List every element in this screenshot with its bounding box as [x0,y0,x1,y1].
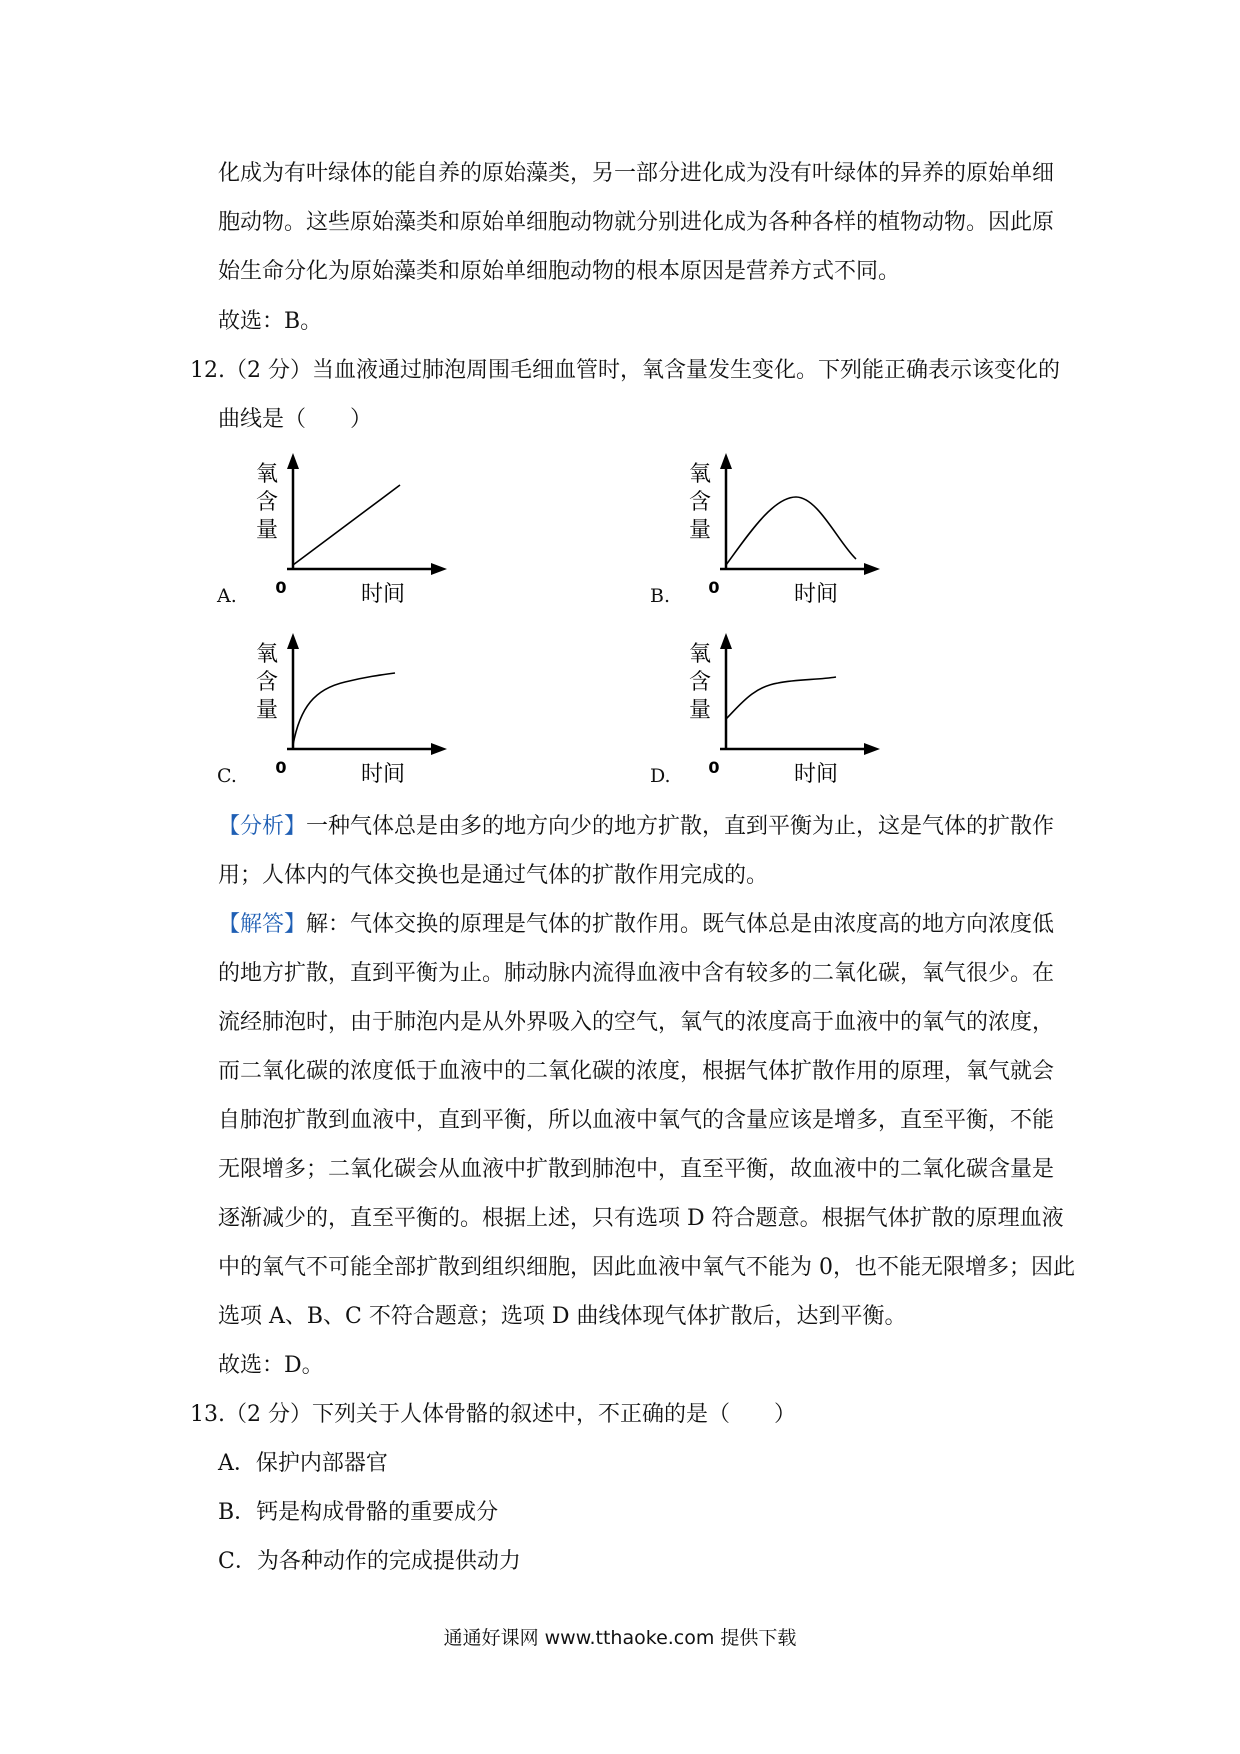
oxygen-curve [293,673,395,745]
x-axis-label: 时间 [360,582,406,607]
analysis-line: 用；人体内的气体交换也是通过气体的扩散作用完成的。 [218,863,769,888]
option-c-graph [245,627,465,787]
solution-line: 流经肺泡时，由于肺泡内是从外界吸入的空气，氧气的浓度高于血液中的氧气的浓度， [218,1010,1055,1035]
option-b-graph [678,447,898,607]
x-axis-arrow [431,743,447,755]
solution-line: 而二氧化碳的浓度低于血液中的二氧化碳的浓度，根据气体扩散作用的原理，氧气就会 [218,1059,1055,1084]
y-axis-label-char: 含 [255,670,279,695]
analysis-tag: 【分析】 [218,814,307,839]
x-axis-label: 时间 [793,762,839,787]
x-axis-label: 时间 [360,762,406,787]
y-axis-label-char: 氧 [255,642,279,667]
q13-option-a[interactable]: A．保护内部器官 [218,1451,388,1476]
origin-label: 0 [275,758,287,777]
y-axis-label-char: 氧 [688,462,712,487]
solution-line: 自肺泡扩散到血液中，直到平衡，所以血液中氧气的含量应该是增多，直至平衡，不能 [218,1108,1055,1133]
origin-label: 0 [275,578,287,597]
option-a-graph [245,447,465,607]
q12-stem: 12.（2 分）当血液通过肺泡周围毛细血管时，氧含量发生变化。下列能正确表示该变化的 [190,358,1060,383]
y-axis-label-char: 量 [688,698,712,723]
x-axis-arrow [864,563,880,575]
q13-option-c[interactable]: C．为各种动作的完成提供动力 [218,1549,521,1574]
origin-label: 0 [708,758,720,777]
q12-stem-cont: 曲线是（ ） [218,407,373,432]
prev-solution-line: 胞动物。这些原始藻类和原始单细胞动物就分别进化成为各种各样的植物动物。因此原 [218,210,1055,235]
prev-solution-line: 化成为有叶绿体的能自养的原始藻类，另一部分进化成为没有叶绿体的异养的原始单细 [218,161,1055,186]
y-axis-label-char: 氧 [688,642,712,667]
prev-solution-line: 始生命分化为原始藻类和原始单细胞动物的根本原因是营养方式不同。 [218,259,901,284]
y-axis-label-char: 含 [688,670,712,695]
oxygen-time-graph [678,447,898,607]
y-axis-label-char: 含 [688,490,712,515]
solution-line: 无限增多；二氧化碳会从血液中扩散到肺泡中，直至平衡，故血液中的二氧化碳含量是 [218,1157,1055,1182]
q13-stem: 13.（2 分）下列关于人体骨骼的叙述中，不正确的是（ ） [190,1402,796,1427]
oxygen-curve [293,485,400,565]
y-axis-label-char: 量 [255,698,279,723]
solution-line: 的地方扩散，直到平衡为止。肺动脉内流得血液中含有较多的二氧化碳，氧气很少。在 [218,961,1055,986]
y-axis-label-char: 含 [255,490,279,515]
solution-line: 逐渐减少的，直至平衡的。根据上述，只有选项 D 符合题意。根据气体扩散的原理血液 [218,1206,1064,1231]
x-axis-label: 时间 [793,582,839,607]
option-a-label[interactable]: A. [217,585,237,607]
oxygen-time-graph [245,627,465,787]
q12-answer: 故选：D。 [218,1353,324,1378]
option-b-label[interactable]: B. [650,585,671,607]
oxygen-curve [726,677,836,719]
y-axis-label-char: 量 [255,518,279,543]
option-d-graph [678,627,898,787]
y-axis-arrow [287,633,299,649]
solution-text: 解：气体交换的原理是气体的扩散作用。既气体总是由浓度高的地方向浓度低 [306,912,1055,937]
solution-line: 选项 A、B、C 不符合题意；选项 D 曲线体现气体扩散后，达到平衡。 [218,1304,907,1329]
solution-line: 中的氧气不可能全部扩散到组织细胞，因此血液中氧气不能为 0，也不能无限增多；因此 [218,1255,1075,1280]
graph-axes [720,639,873,749]
oxygen-curve [726,497,856,565]
y-axis-arrow [287,453,299,469]
y-axis-arrow [720,633,732,649]
origin-label: 0 [708,578,720,597]
x-axis-arrow [431,563,447,575]
option-d-label[interactable]: D. [650,765,671,787]
analysis-text: 一种气体总是由多的地方向少的地方扩散，直到平衡为止，这是气体的扩散作 [306,814,1055,839]
oxygen-time-graph [678,627,898,787]
analysis-line [218,812,1054,842]
prev-answer: 故选：B。 [218,309,323,334]
q13-option-b[interactable]: B．钙是构成骨骼的重要成分 [218,1500,499,1525]
y-axis-label-char: 量 [688,518,712,543]
y-axis-arrow [720,453,732,469]
solution-line [218,910,1054,940]
page-footer: 通通好课网 www.tthaoke.com 提供下载 [443,1627,797,1649]
option-c-label[interactable]: C. [217,765,237,787]
oxygen-time-graph [245,447,465,607]
x-axis-arrow [864,743,880,755]
solution-tag: 【解答】 [218,912,307,937]
graph-axes [287,639,440,749]
y-axis-label-char: 氧 [255,462,279,487]
